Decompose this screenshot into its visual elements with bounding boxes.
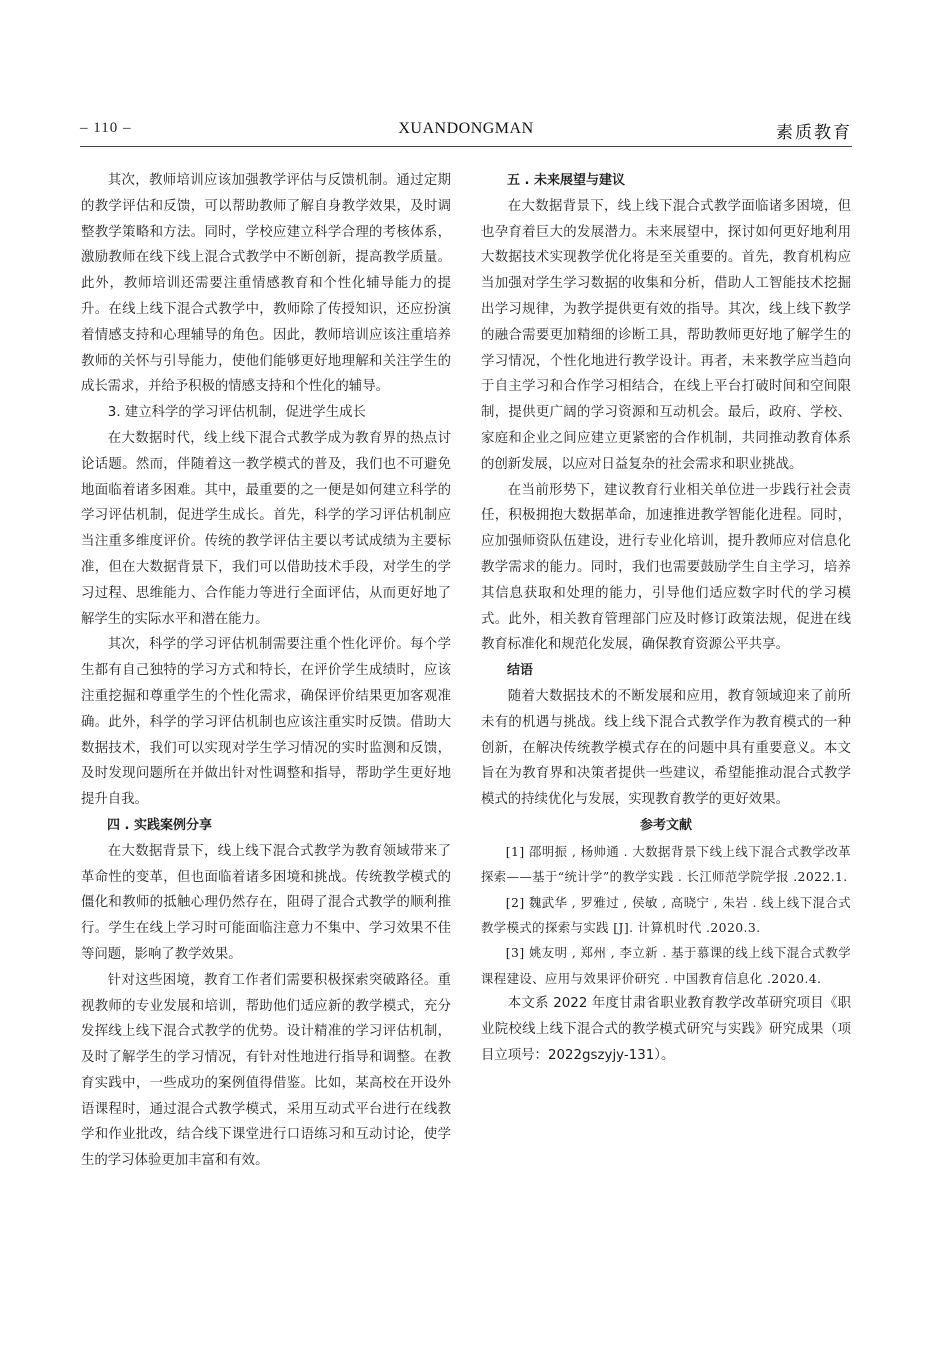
references-heading: 参考文献 (639, 817, 692, 833)
journal-name: XUANDONGMAN (398, 120, 534, 137)
conclusion-heading: 结语 (507, 663, 534, 679)
paragraph: 在大数据背景下，线上线下混合式教学面临诸多困境，但也孕育着巨大的发展潜力。未来展望中，探讨如何更好地利用大数据技术实现教学优化将是至关重要的。首先，教育机构应当加强对学生学习数据的收集和分析，借助人工智能技术挖掘出学习规律，为教学提供更有效的指导。其次，线上线下教学的融合需要更加精细的诊断工具，帮助教师更好地了解学生的学习情况，个性化地进行教学设计。再者，未来教学应当趋向于自主学习和合作学习相结合，在线上平台打破时间和空间限制，提供更广阔的学习资源和互动机会。最后，政府、学校、家庭和企业之间应建立更紧密的合作机制，共同推动教育体系的创新发展，以应对日益复杂的社会需求和职业挑战。 (481, 198, 851, 472)
paragraph: 其次，教师培训应该加强教学评估与反馈机制。通过定期的教学评估和反馈，可以帮助教师了解自身教学效果，及时调整教学策略和方法。同时，学校应建立科学合理的考核体系，激励教师在线下线上混合式教学中不断创新，提高教学质量。此外，教师培训还需要注重情感教育和个性化辅导能力的提升。在线上线下混合式教学中，教师除了传授知识，还应扮演着情感支持和心理辅导的角色。因此，教师培训应该注重培养教师的关怀与引导能力，使他们能够更好地理解和关注学生的成长需求，并给予积极的情感支持和个性化的辅导。 (81, 173, 451, 395)
reference-item: [1] 邵明振 , 杨帅通 . 大数据背景下线上线下混合式教学改革探索——基于“统计学”的教学实践 . 长江师范学院学报 .2022.1. (481, 843, 851, 885)
paragraph: 在当前形势下，建议教育行业相关单位进一步践行社会责任，积极拥抱大数据革命，加速推进教学智能化进程。同时，应加强师资队伍建设，进行专业化培训，提升教师应对信息化教学需求的能力。同时，我们也需要鼓励学生自主学习，培养其信息获取和处理的能力，引导他们适应数字时代的学习模式。此外，相关教育管理部门应及时修订政策法规，促进在线教育标准化和规范化发展，确保教育资源公平共享。 (481, 482, 851, 653)
subsection-heading: 3. 建立科学的学习评估机制，促进学生成长 (107, 405, 366, 421)
page-number: – 110 – (80, 120, 132, 136)
paragraph: 在大数据背景下，线上线下混合式教学为教育领域带来了革命性的变革，但也面临着诸多困境和挑战。传统教学模式的僵化和教师的抵触心理仍然存在，阻碍了混合式教学的顺利推行。学生在线上学习时可能面临注意力不集中、学习效果不佳等问题，影响了教学效果。 (81, 843, 451, 962)
reference-item: [3] 姚友明 , 郑州 , 李立新 . 基于慕课的线上线下混合式教学课程建设、应用与效果评价研究 . 中国教育信息化 .2020.4. (481, 945, 851, 986)
reference-item: [2] 魏武华 , 罗雅过 , 侯敏 , 高晓宁 , 朱岩 . 线上线下混合式教学模式的探索与实践 [J]. 计算机时代 .2020.3. (481, 894, 851, 935)
paragraph: 其次，科学的学习评估机制需要注重个性化评价。每个学生都有自己独特的学习方式和特长，在评价学生成绩时，应该注重挖掘和尊重学生的个性化需求，确保评价结果更加客观准确。此外，科学的学习评估机制也应该注重实时反馈。借助大数据技术，我们可以实现对学生学习情况的实时监测和反馈，及时发现问题所在并做出针对性调整和指导，帮助学生更好地提升自我。 (81, 637, 451, 808)
section-name: 素质教育 (776, 123, 852, 143)
right-column (481, 168, 851, 1069)
paragraph: 在大数据时代，线上线下混合式教学成为教育界的热点讨论话题。然而，伴随着这一教学模式的普及，我们也不可避免地面临着诸多困难。其中，最重要的之一便是如何建立科学的学习评估机制，促进学生成长。首先，科学的学习评估机制应当注重多维度评价。传统的教学评估主要以考试成绩为主要标准，但在大数据背景下，我们可以借助技术手段，对学生的学习过程、思维能力、合作能力等进行全面评估，从而更好地了解学生的实际水平和潜在能力。 (81, 430, 451, 627)
section-heading: 四 . 实践案例分享 (107, 817, 212, 833)
section-heading: 五 . 未来展望与建议 (507, 173, 625, 188)
paragraph: 针对这些困境，教育工作者们需要积极探索突破路径。重视教师的专业发展和培训，帮助他们适应新的教学模式，充分发挥线上线下混合式教学的优势。设计精准的学习评估机制，及时了解学生的学习情况，有针对性地进行指导和调整。在教育实践中，一些成功的案例值得借鉴。比如，某高校在开设外语课程时，通过混合式教学模式，采用互动式平台进行在线教学和作业批改，结合线下课堂进行口语练习和互动讨论，使学生的学习体验更加丰富和有效。 (81, 972, 451, 1169)
page-header (80, 118, 852, 144)
header-rule (80, 146, 852, 147)
paragraph: 随着大数据技术的不断发展和应用，教育领域迎来了前所未有的机遇与挑战。线上线下混合式教学作为教育模式的一种创新，在解决传统教学模式存在的问题中具有重要意义。本文旨在为教育界和决策者提供一些建议，希望能推动混合式教学模式的持续优化与发展，实现教育教学的更好效果。 (481, 688, 851, 808)
funding-note: 本文系 2022 年度甘肃省职业教育教学改革研究项目《职业院校线上线下混合式的教学模式研究与实践》研究成果（项目立项号：2022gszyjy-131）。 (481, 996, 851, 1063)
left-column (81, 168, 451, 1174)
